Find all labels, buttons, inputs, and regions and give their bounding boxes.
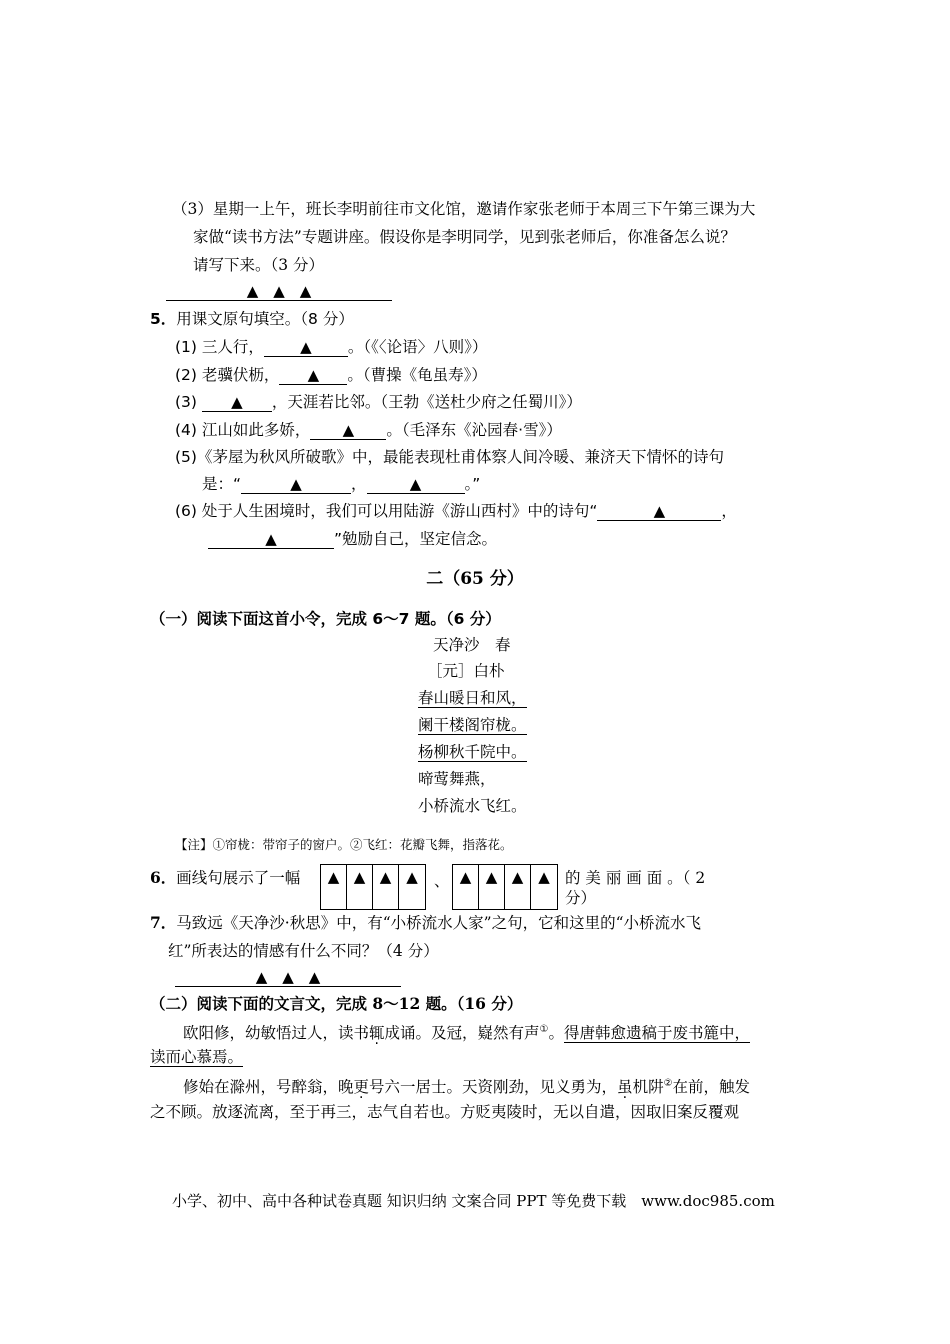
q5-item-5-blank1[interactable]: ▲ — [241, 475, 351, 494]
p1-dotted-char: 辄 — [369, 1024, 385, 1043]
p2-text-d: 在前，触发 — [672, 1078, 751, 1097]
q6-after-line2: 分） — [565, 889, 597, 907]
q5-item-6-post: ”勉励自己，坚定信念。 — [334, 530, 498, 548]
q5-item-4-post: 。（毛泽东《沁园春·雪》） — [386, 421, 562, 439]
classical-paragraph-2-line1 — [183, 1073, 750, 1098]
classical-paragraph-2-line2: 之不顾。放逐流离，至于再三，志气自若也。方贬夷陵时，无以自遣，因取旧案反覆观 — [150, 1103, 740, 1121]
p1-underlined-1: 得唐韩愈遗稿于废书簏中， — [564, 1024, 751, 1043]
q5-item-1-pre: (1) 三人行， — [175, 338, 264, 356]
q5-item-6-pre: (6) 处于人生困境时，我们可以用陆游《游山西村》中的诗句“ — [175, 502, 598, 520]
q5-item-3-blank[interactable]: ▲ — [202, 393, 272, 412]
q5-item-5-line2 — [202, 473, 480, 495]
q5-item-6-mid: ， — [721, 502, 737, 520]
p2-text-a: 修始在滁州，号醉翁，晚 — [183, 1078, 354, 1097]
q5-item-1 — [175, 336, 487, 358]
q4-3-line2: 家做“读书方法”专题讲座。假设你是李明同学，见到张老师后，你准备怎么说？ — [193, 228, 736, 246]
poem-line-2-text: 阑干楼阁帘栊。 — [418, 716, 527, 734]
q5-item-2-blank[interactable]: ▲ — [279, 366, 347, 385]
poem-line-1 — [418, 687, 527, 709]
q5-item-1-post: 。（《〈论语〉八则》） — [347, 338, 488, 356]
q7-number: 7． — [150, 913, 177, 932]
p2-footnote-mark: ② — [663, 1078, 673, 1089]
answer-blank[interactable]: ▲ ▲ ▲ — [175, 968, 401, 987]
poem-note: 【注】①帘栊：带帘子的窗户。②飞红：花瓣飞舞，指落花。 — [175, 837, 513, 852]
q5-item-4 — [175, 419, 562, 441]
q7-answer-line — [175, 966, 401, 988]
classical-paragraph-1-line2 — [150, 1046, 243, 1068]
poem-line-2 — [418, 714, 527, 736]
q5-item-5-line1: (5)《茅屋为秋风所破歌》中，最能表现杜甫体察人间冷暖、兼济天下情怀的诗句 — [175, 448, 724, 466]
part2-heading: （二）阅读下面的文言文，完成 8～12 题。（16 分） — [150, 994, 523, 1013]
answer-blank[interactable]: ▲ ▲ ▲ — [166, 282, 392, 301]
q5-item-6-line1 — [175, 500, 737, 522]
q5-item-3-post: ，天涯若比邻。（王勃《送杜少府之任蜀川》） — [271, 393, 582, 411]
p2-dotted-char-2: 虽 — [617, 1078, 633, 1097]
q6-after-line1: 的 美 丽 画 面 。（ 2 — [565, 869, 706, 887]
page-footer: 小学、初中、高中各种试卷真题 知识归纳 文案合同 PPT 等免费下载 www.doc985.com — [172, 1192, 775, 1210]
q5-heading — [150, 308, 354, 330]
q5-item-5-pre: 是：“ — [202, 475, 242, 493]
q6-text: 画线句展示了一幅 — [176, 869, 301, 887]
q7-text: 马致远《天净沙·秋思》中，有“小桥流水人家”之句，它和这里的“小桥流水飞 — [176, 914, 701, 932]
q5-item-3-pre: (3) — [175, 393, 202, 411]
q6-box2-cell[interactable]: ▲ — [479, 865, 505, 909]
q6-box1-cell[interactable]: ▲ — [321, 865, 347, 909]
p1-underlined-2: 读而心慕焉。 — [150, 1048, 244, 1066]
p1-text-c: 。 — [548, 1024, 565, 1043]
p2-dotted-char-1: 更 — [353, 1078, 370, 1097]
poem-line-1-text: 春山暖日和风， — [418, 689, 527, 707]
poem-author: ［元］白朴 — [427, 662, 505, 680]
q6-separator: 、 — [434, 872, 450, 890]
q5-number: 5． — [150, 310, 177, 328]
q6-box1-cell[interactable]: ▲ — [347, 865, 373, 909]
section-2-heading: 二（65 分） — [426, 569, 524, 589]
q7-line1 — [150, 912, 701, 934]
q5-item-5-blank2[interactable]: ▲ — [367, 475, 465, 494]
q5-item-4-pre: (4) 江山如此多娇， — [175, 421, 311, 439]
p1-footnote-mark: ① — [539, 1024, 549, 1035]
q5-item-1-blank[interactable]: ▲ — [264, 338, 348, 357]
q6-box1-cell[interactable]: ▲ — [373, 865, 399, 909]
q4-3-line3: 请写下来。（3 分） — [193, 256, 325, 274]
p2-text-c: 机阱 — [632, 1078, 664, 1097]
poem-line-3 — [418, 741, 527, 763]
q5-item-5-post: 。” — [464, 475, 481, 493]
q6-box2-cell[interactable]: ▲ — [538, 868, 550, 886]
poem-title: 天净沙 春 — [433, 636, 511, 654]
q4-3-answer-line — [166, 280, 392, 302]
q5-item-2 — [175, 364, 487, 386]
p2-text-b: 号六一居士。天资刚劲，见义勇为， — [369, 1078, 618, 1097]
poem-line-3-text: 杨柳秋千院中。 — [418, 743, 527, 761]
q6-answer-box-1[interactable] — [320, 864, 426, 910]
q6-box2-cell[interactable]: ▲ — [453, 865, 479, 909]
classical-paragraph-1-line1 — [183, 1019, 750, 1044]
q4-3-line1: （3）星期一上午，班长李明前往市文化馆，邀请作家张老师于本周三下午第三课为大 — [172, 200, 756, 218]
q6-prompt — [150, 867, 300, 889]
q5-item-2-post: 。（曹操《龟虽寿》） — [347, 366, 487, 384]
p1-text-a: 欧阳修，幼敏悟过人，读书 — [183, 1024, 370, 1043]
q5-title: 用课文原句填空。（8 分） — [176, 310, 354, 328]
q7-line2: 红”所表达的情感有什么不同？（4 分） — [168, 942, 439, 960]
q6-answer-box-2[interactable] — [452, 864, 558, 910]
q6-number: 6． — [150, 868, 177, 887]
q5-item-4-blank[interactable]: ▲ — [310, 421, 386, 440]
p1-text-b: 成诵。及冠，嶷然有声 — [384, 1024, 540, 1043]
part1-heading: （一）阅读下面这首小令，完成 6～7 题。（6 分） — [150, 610, 501, 628]
q5-item-3 — [175, 391, 582, 413]
q5-item-6-blank2[interactable]: ▲ — [208, 530, 334, 549]
q5-item-5-mid: ， — [351, 475, 367, 493]
q5-item-6-blank1[interactable]: ▲ — [597, 502, 721, 521]
q6-box1-cell[interactable]: ▲ — [406, 868, 418, 886]
q5-item-2-pre: (2) 老骥伏枥， — [175, 366, 280, 384]
poem-line-5: 小桥流水飞红。 — [418, 797, 527, 815]
poem-line-4: 啼莺舞燕， — [418, 770, 496, 788]
q5-item-6-line2 — [208, 528, 497, 550]
q6-box2-cell[interactable]: ▲ — [505, 865, 531, 909]
